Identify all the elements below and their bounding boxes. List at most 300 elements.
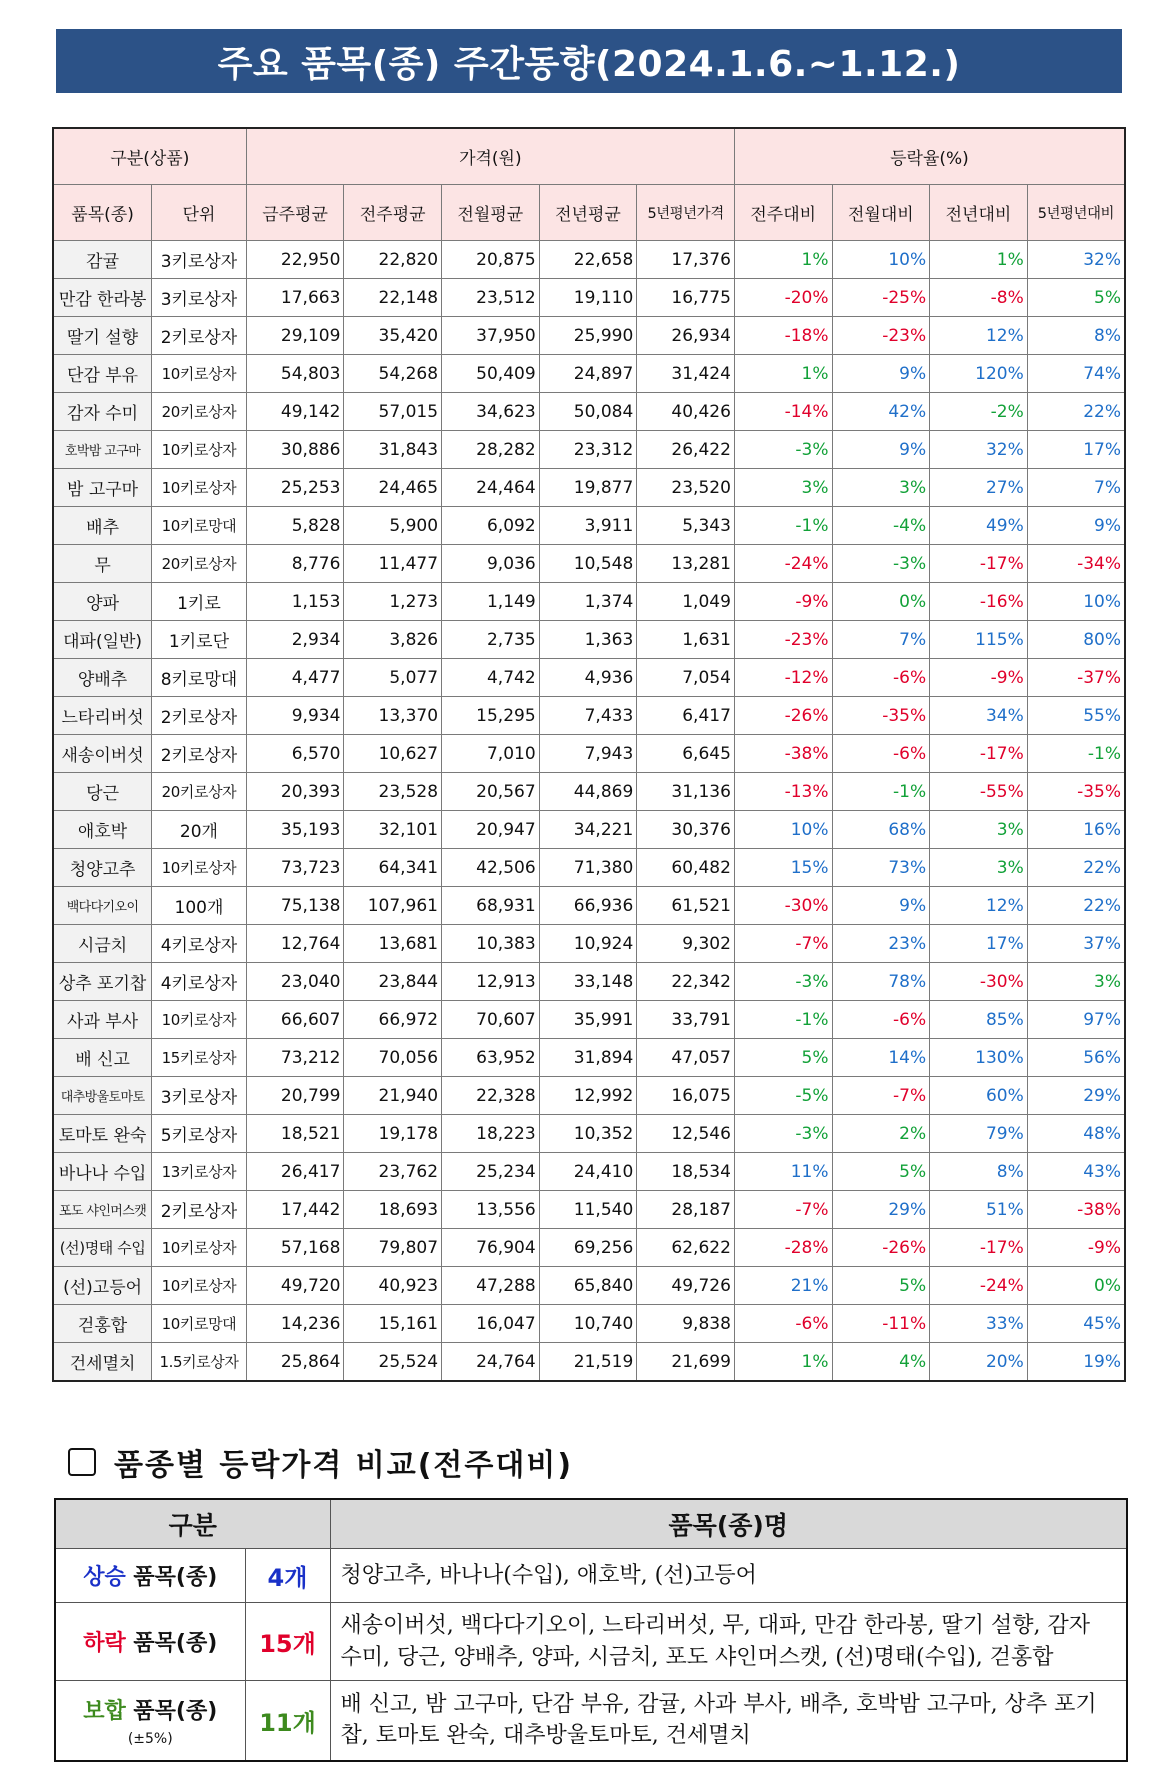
- price-last-year: 10,924: [539, 925, 637, 963]
- rate-vs-year: -16%: [930, 583, 1028, 621]
- item-unit: 10키로상자: [152, 1229, 247, 1267]
- rate-vs-week: 11%: [734, 1153, 832, 1191]
- rate-vs-5yr: 5%: [1027, 279, 1125, 317]
- item-unit: 10키로상자: [152, 431, 247, 469]
- price-last-month: 13,556: [442, 1191, 540, 1229]
- price-last-month: 10,383: [442, 925, 540, 963]
- price-5yr-avg: 16,775: [637, 279, 735, 317]
- price-last-month: 2,735: [442, 621, 540, 659]
- item-unit: 1키로: [152, 583, 247, 621]
- price-last-month: 34,623: [442, 393, 540, 431]
- price-5yr-avg: 31,136: [637, 773, 735, 811]
- rate-vs-month: 7%: [832, 621, 930, 659]
- item-name: 배추: [53, 507, 152, 545]
- rate-vs-week: -26%: [734, 697, 832, 735]
- rate-vs-5yr: 3%: [1027, 963, 1125, 1001]
- price-5yr-avg: 13,281: [637, 545, 735, 583]
- rate-vs-month: -4%: [832, 507, 930, 545]
- price-5yr-avg: 31,424: [637, 355, 735, 393]
- rate-vs-5yr: 22%: [1027, 849, 1125, 887]
- rate-vs-week: -12%: [734, 659, 832, 697]
- table-row: [53, 849, 1125, 887]
- price-this-week: 20,393: [246, 773, 344, 811]
- price-last-year: 22,658: [539, 241, 637, 279]
- rate-vs-year: 3%: [930, 811, 1028, 849]
- rate-vs-week: 5%: [734, 1039, 832, 1077]
- price-last-month: 23,512: [442, 279, 540, 317]
- price-last-month: 68,931: [442, 887, 540, 925]
- rate-vs-5yr: -1%: [1027, 735, 1125, 773]
- rate-vs-5yr: -35%: [1027, 773, 1125, 811]
- item-name: 단감 부유: [53, 355, 152, 393]
- price-last-year: 12,992: [539, 1077, 637, 1115]
- price-last-month: 6,092: [442, 507, 540, 545]
- rate-vs-month: 5%: [832, 1267, 930, 1305]
- price-5yr-avg: 1,631: [637, 621, 735, 659]
- price-this-week: 4,477: [246, 659, 344, 697]
- rate-vs-month: 78%: [832, 963, 930, 1001]
- table-row: [53, 621, 1125, 659]
- price-last-week: 35,420: [344, 317, 442, 355]
- price-this-week: 49,142: [246, 393, 344, 431]
- table-row: [53, 355, 1125, 393]
- rate-vs-year: 34%: [930, 697, 1028, 735]
- rate-vs-5yr: 29%: [1027, 1077, 1125, 1115]
- price-last-week: 19,178: [344, 1115, 442, 1153]
- price-last-year: 23,312: [539, 431, 637, 469]
- table-row: [53, 1115, 1125, 1153]
- rate-vs-week: 10%: [734, 811, 832, 849]
- price-last-month: 15,295: [442, 697, 540, 735]
- rate-vs-week: 1%: [734, 355, 832, 393]
- item-unit: 4키로상자: [152, 963, 247, 1001]
- rate-vs-5yr: 10%: [1027, 583, 1125, 621]
- page-title: 주요 품목(종) 주간동향(2024.1.6.~1.12.): [56, 29, 1122, 93]
- price-5yr-avg: 1,049: [637, 583, 735, 621]
- price-last-week: 21,940: [344, 1077, 442, 1115]
- header-vs-year: 전년대비: [930, 185, 1028, 241]
- price-this-week: 29,109: [246, 317, 344, 355]
- price-last-week: 23,762: [344, 1153, 442, 1191]
- comparison-title-text: 품종별 등락가격 비교(전주대비): [114, 1448, 574, 1483]
- price-last-week: 3,826: [344, 621, 442, 659]
- header-vs-month: 전월대비: [832, 185, 930, 241]
- price-this-week: 25,864: [246, 1343, 344, 1382]
- price-last-week: 5,077: [344, 659, 442, 697]
- rate-vs-year: 51%: [930, 1191, 1028, 1229]
- price-this-week: 20,799: [246, 1077, 344, 1115]
- table-row: [53, 697, 1125, 735]
- price-5yr-avg: 21,699: [637, 1343, 735, 1382]
- price-this-week: 49,720: [246, 1267, 344, 1305]
- price-last-year: 21,519: [539, 1343, 637, 1382]
- item-unit: 3키로상자: [152, 1077, 247, 1115]
- price-last-year: 66,936: [539, 887, 637, 925]
- item-name: (선)명태 수입: [53, 1229, 152, 1267]
- price-last-month: 4,742: [442, 659, 540, 697]
- price-this-week: 2,934: [246, 621, 344, 659]
- header-last-month: 전월평균: [442, 185, 540, 241]
- price-this-week: 35,193: [246, 811, 344, 849]
- price-5yr-avg: 26,934: [637, 317, 735, 355]
- price-this-week: 12,764: [246, 925, 344, 963]
- rate-vs-month: 68%: [832, 811, 930, 849]
- rate-vs-week: -1%: [734, 1001, 832, 1039]
- rate-vs-5yr: 55%: [1027, 697, 1125, 735]
- rate-vs-week: 21%: [734, 1267, 832, 1305]
- price-last-year: 11,540: [539, 1191, 637, 1229]
- table-row: [53, 393, 1125, 431]
- item-unit: 10키로상자: [152, 1001, 247, 1039]
- price-this-week: 73,723: [246, 849, 344, 887]
- price-last-month: 22,328: [442, 1077, 540, 1115]
- item-unit: 13키로상자: [152, 1153, 247, 1191]
- price-last-year: 10,352: [539, 1115, 637, 1153]
- rate-vs-month: 29%: [832, 1191, 930, 1229]
- price-last-week: 1,273: [344, 583, 442, 621]
- up-label: 상승 품목(종): [55, 1549, 245, 1603]
- price-5yr-avg: 61,521: [637, 887, 735, 925]
- rate-vs-5yr: 43%: [1027, 1153, 1125, 1191]
- item-name: 백다다기오이: [53, 887, 152, 925]
- price-last-month: 20,947: [442, 811, 540, 849]
- table-row: [53, 659, 1125, 697]
- rate-vs-week: -7%: [734, 925, 832, 963]
- down-items: 새송이버섯, 백다다기오이, 느타리버섯, 무, 대파, 만감 한라봉, 딸기 설향, 감자 수미, 당근, 양배추, 양파, 시금치, 포도 샤인머스캣, (선)명태(수입), 걷홍합: [330, 1603, 1127, 1681]
- item-name: 애호박: [53, 811, 152, 849]
- price-this-week: 73,212: [246, 1039, 344, 1077]
- comparison-row-flat: [55, 1681, 1127, 1761]
- price-last-week: 32,101: [344, 811, 442, 849]
- rate-vs-month: 9%: [832, 887, 930, 925]
- item-unit: 3키로상자: [152, 279, 247, 317]
- rate-vs-5yr: -38%: [1027, 1191, 1125, 1229]
- item-unit: 5키로상자: [152, 1115, 247, 1153]
- item-name: 상추 포기찹: [53, 963, 152, 1001]
- comparison-header-category: 구분: [55, 1499, 330, 1549]
- table-row: [53, 431, 1125, 469]
- price-this-week: 14,236: [246, 1305, 344, 1343]
- price-last-week: 66,972: [344, 1001, 442, 1039]
- rate-vs-5yr: 56%: [1027, 1039, 1125, 1077]
- rate-vs-year: 115%: [930, 621, 1028, 659]
- rate-vs-month: -1%: [832, 773, 930, 811]
- price-5yr-avg: 23,520: [637, 469, 735, 507]
- price-5yr-avg: 6,645: [637, 735, 735, 773]
- rate-vs-year: 3%: [930, 849, 1028, 887]
- price-table-body: [53, 241, 1125, 1382]
- price-last-month: 42,506: [442, 849, 540, 887]
- price-last-year: 24,897: [539, 355, 637, 393]
- price-5yr-avg: 49,726: [637, 1267, 735, 1305]
- item-name: 대추방울토마토: [53, 1077, 152, 1115]
- price-last-year: 4,936: [539, 659, 637, 697]
- table-row: [53, 887, 1125, 925]
- rate-vs-month: 73%: [832, 849, 930, 887]
- rate-vs-week: -5%: [734, 1077, 832, 1115]
- rate-vs-week: -24%: [734, 545, 832, 583]
- rate-vs-year: 12%: [930, 317, 1028, 355]
- table-row: [53, 1229, 1125, 1267]
- item-name: 호박밤 고구마: [53, 431, 152, 469]
- item-name: 밤 고구마: [53, 469, 152, 507]
- rate-vs-5yr: 32%: [1027, 241, 1125, 279]
- price-last-week: 25,524: [344, 1343, 442, 1382]
- header-item: 품목(종): [53, 185, 152, 241]
- price-last-year: 24,410: [539, 1153, 637, 1191]
- price-5yr-avg: 33,791: [637, 1001, 735, 1039]
- rate-vs-year: -55%: [930, 773, 1028, 811]
- up-count: 4개: [245, 1549, 330, 1603]
- header-5yr-price: 5년평년가격: [637, 185, 735, 241]
- price-last-month: 18,223: [442, 1115, 540, 1153]
- price-last-month: 20,567: [442, 773, 540, 811]
- item-unit: 100개: [152, 887, 247, 925]
- rate-vs-year: 17%: [930, 925, 1028, 963]
- flat-note: (±5%): [127, 1730, 173, 1747]
- item-name: 청양고추: [53, 849, 152, 887]
- price-5yr-avg: 40,426: [637, 393, 735, 431]
- rate-vs-5yr: 74%: [1027, 355, 1125, 393]
- comparison-header-items: 품목(종)명: [330, 1499, 1127, 1549]
- price-last-week: 13,681: [344, 925, 442, 963]
- price-last-year: 1,363: [539, 621, 637, 659]
- rate-vs-year: 32%: [930, 431, 1028, 469]
- price-this-week: 8,776: [246, 545, 344, 583]
- rate-vs-week: -30%: [734, 887, 832, 925]
- price-last-week: 57,015: [344, 393, 442, 431]
- item-name: 건세멸치: [53, 1343, 152, 1382]
- rate-vs-year: 79%: [930, 1115, 1028, 1153]
- item-name: 포도 샤인머스캣: [53, 1191, 152, 1229]
- price-last-month: 24,764: [442, 1343, 540, 1382]
- price-5yr-avg: 22,342: [637, 963, 735, 1001]
- price-last-month: 12,913: [442, 963, 540, 1001]
- item-unit: 20개: [152, 811, 247, 849]
- rate-vs-month: -23%: [832, 317, 930, 355]
- item-unit: 20키로상자: [152, 773, 247, 811]
- item-name: 시금치: [53, 925, 152, 963]
- item-unit: 10키로상자: [152, 1267, 247, 1305]
- price-last-year: 3,911: [539, 507, 637, 545]
- price-last-week: 11,477: [344, 545, 442, 583]
- comparison-row-up: [55, 1549, 1127, 1603]
- table-row: [53, 963, 1125, 1001]
- rate-vs-year: -17%: [930, 1229, 1028, 1267]
- price-this-week: 75,138: [246, 887, 344, 925]
- rate-vs-5yr: -37%: [1027, 659, 1125, 697]
- rate-vs-year: -2%: [930, 393, 1028, 431]
- price-last-week: 24,465: [344, 469, 442, 507]
- header-vs-5yr: 5년평년대비: [1027, 185, 1125, 241]
- rate-vs-year: 20%: [930, 1343, 1028, 1382]
- price-last-week: 31,843: [344, 431, 442, 469]
- header-row-columns: [53, 185, 1125, 241]
- rate-vs-week: 15%: [734, 849, 832, 887]
- item-unit: 2키로상자: [152, 697, 247, 735]
- rate-vs-month: 5%: [832, 1153, 930, 1191]
- rate-vs-year: -24%: [930, 1267, 1028, 1305]
- item-unit: 20키로상자: [152, 545, 247, 583]
- price-5yr-avg: 26,422: [637, 431, 735, 469]
- rate-vs-week: -20%: [734, 279, 832, 317]
- price-5yr-avg: 16,075: [637, 1077, 735, 1115]
- price-last-week: 22,820: [344, 241, 442, 279]
- rate-vs-month: -35%: [832, 697, 930, 735]
- rate-vs-5yr: 45%: [1027, 1305, 1125, 1343]
- rate-vs-month: -6%: [832, 735, 930, 773]
- rate-vs-month: 14%: [832, 1039, 930, 1077]
- flat-count: 11개: [245, 1681, 330, 1761]
- item-unit: 2키로상자: [152, 735, 247, 773]
- item-name: 양파: [53, 583, 152, 621]
- price-last-year: 7,433: [539, 697, 637, 735]
- item-name: 만감 한라봉: [53, 279, 152, 317]
- price-5yr-avg: 9,838: [637, 1305, 735, 1343]
- rate-vs-month: -7%: [832, 1077, 930, 1115]
- price-last-year: 69,256: [539, 1229, 637, 1267]
- table-row: [53, 1001, 1125, 1039]
- price-last-week: 22,148: [344, 279, 442, 317]
- rate-vs-year: 33%: [930, 1305, 1028, 1343]
- price-last-year: 31,894: [539, 1039, 637, 1077]
- rate-vs-month: -6%: [832, 1001, 930, 1039]
- rate-vs-week: -1%: [734, 507, 832, 545]
- rate-vs-year: -8%: [930, 279, 1028, 317]
- comparison-section-title: [68, 1444, 574, 1483]
- price-last-month: 63,952: [442, 1039, 540, 1077]
- price-this-week: 57,168: [246, 1229, 344, 1267]
- rate-vs-5yr: 17%: [1027, 431, 1125, 469]
- item-unit: 1키로단: [152, 621, 247, 659]
- item-unit: 1.5키로상자: [152, 1343, 247, 1382]
- rate-vs-5yr: 9%: [1027, 507, 1125, 545]
- price-last-month: 20,875: [442, 241, 540, 279]
- rate-vs-year: -17%: [930, 735, 1028, 773]
- rate-vs-week: -18%: [734, 317, 832, 355]
- table-row: [53, 1077, 1125, 1115]
- rate-vs-5yr: 19%: [1027, 1343, 1125, 1382]
- table-row: [53, 507, 1125, 545]
- price-5yr-avg: 62,622: [637, 1229, 735, 1267]
- price-this-week: 30,886: [246, 431, 344, 469]
- price-last-month: 50,409: [442, 355, 540, 393]
- price-last-year: 44,869: [539, 773, 637, 811]
- price-last-week: 79,807: [344, 1229, 442, 1267]
- header-last-year: 전년평균: [539, 185, 637, 241]
- item-name: 대파(일반): [53, 621, 152, 659]
- price-this-week: 66,607: [246, 1001, 344, 1039]
- price-5yr-avg: 60,482: [637, 849, 735, 887]
- price-last-year: 10,548: [539, 545, 637, 583]
- price-last-month: 47,288: [442, 1267, 540, 1305]
- price-5yr-avg: 7,054: [637, 659, 735, 697]
- price-last-week: 5,900: [344, 507, 442, 545]
- table-row: [53, 545, 1125, 583]
- rate-vs-week: -14%: [734, 393, 832, 431]
- rate-vs-month: -11%: [832, 1305, 930, 1343]
- rate-vs-month: 3%: [832, 469, 930, 507]
- item-name: 감귤: [53, 241, 152, 279]
- price-5yr-avg: 18,534: [637, 1153, 735, 1191]
- comparison-row-down: [55, 1603, 1127, 1681]
- price-last-week: 40,923: [344, 1267, 442, 1305]
- price-last-month: 25,234: [442, 1153, 540, 1191]
- header-group-price: 가격(원): [246, 128, 734, 185]
- comparison-table: [54, 1498, 1128, 1762]
- rate-vs-year: -30%: [930, 963, 1028, 1001]
- price-5yr-avg: 28,187: [637, 1191, 735, 1229]
- header-vs-week: 전주대비: [734, 185, 832, 241]
- item-name: 걷홍합: [53, 1305, 152, 1343]
- rate-vs-5yr: 22%: [1027, 887, 1125, 925]
- price-last-week: 107,961: [344, 887, 442, 925]
- header-last-week: 전주평균: [344, 185, 442, 241]
- item-unit: 2키로상자: [152, 1191, 247, 1229]
- item-unit: 10키로상자: [152, 355, 247, 393]
- table-row: [53, 317, 1125, 355]
- price-last-week: 64,341: [344, 849, 442, 887]
- rate-vs-year: 1%: [930, 241, 1028, 279]
- item-name: 딸기 설향: [53, 317, 152, 355]
- up-items: 청양고추, 바나나(수입), 애호박, (선)고등어: [330, 1549, 1127, 1603]
- rate-vs-week: -6%: [734, 1305, 832, 1343]
- price-last-month: 70,607: [442, 1001, 540, 1039]
- price-last-month: 28,282: [442, 431, 540, 469]
- item-unit: 4키로상자: [152, 925, 247, 963]
- rate-vs-5yr: 48%: [1027, 1115, 1125, 1153]
- price-5yr-avg: 6,417: [637, 697, 735, 735]
- flat-label: 보합 품목(종) (±5%): [55, 1681, 245, 1761]
- item-name: 배 신고: [53, 1039, 152, 1077]
- table-row: [53, 1343, 1125, 1382]
- price-this-week: 26,417: [246, 1153, 344, 1191]
- item-unit: 8키로망대: [152, 659, 247, 697]
- rate-vs-year: -17%: [930, 545, 1028, 583]
- price-this-week: 17,442: [246, 1191, 344, 1229]
- item-unit: 15키로상자: [152, 1039, 247, 1077]
- item-name: 당근: [53, 773, 152, 811]
- down-label: 하락 품목(종): [55, 1603, 245, 1681]
- header-this-week: 금주평균: [246, 185, 344, 241]
- item-name: (선)고등어: [53, 1267, 152, 1305]
- rate-vs-week: -9%: [734, 583, 832, 621]
- header-group-item: 구분(상품): [53, 128, 246, 185]
- price-last-month: 37,950: [442, 317, 540, 355]
- price-last-year: 19,877: [539, 469, 637, 507]
- table-row: [53, 1039, 1125, 1077]
- item-unit: 10키로망대: [152, 507, 247, 545]
- rate-vs-year: 12%: [930, 887, 1028, 925]
- rate-vs-month: 0%: [832, 583, 930, 621]
- price-this-week: 18,521: [246, 1115, 344, 1153]
- table-row: [53, 1153, 1125, 1191]
- rate-vs-year: 60%: [930, 1077, 1028, 1115]
- table-row: [53, 925, 1125, 963]
- rate-vs-week: -38%: [734, 735, 832, 773]
- table-row: [53, 583, 1125, 621]
- price-this-week: 1,153: [246, 583, 344, 621]
- rate-vs-5yr: -34%: [1027, 545, 1125, 583]
- rate-vs-week: -3%: [734, 963, 832, 1001]
- rate-vs-5yr: 0%: [1027, 1267, 1125, 1305]
- table-row: [53, 811, 1125, 849]
- price-last-month: 9,036: [442, 545, 540, 583]
- down-count: 15개: [245, 1603, 330, 1681]
- price-this-week: 22,950: [246, 241, 344, 279]
- price-last-week: 54,268: [344, 355, 442, 393]
- rate-vs-5yr: 8%: [1027, 317, 1125, 355]
